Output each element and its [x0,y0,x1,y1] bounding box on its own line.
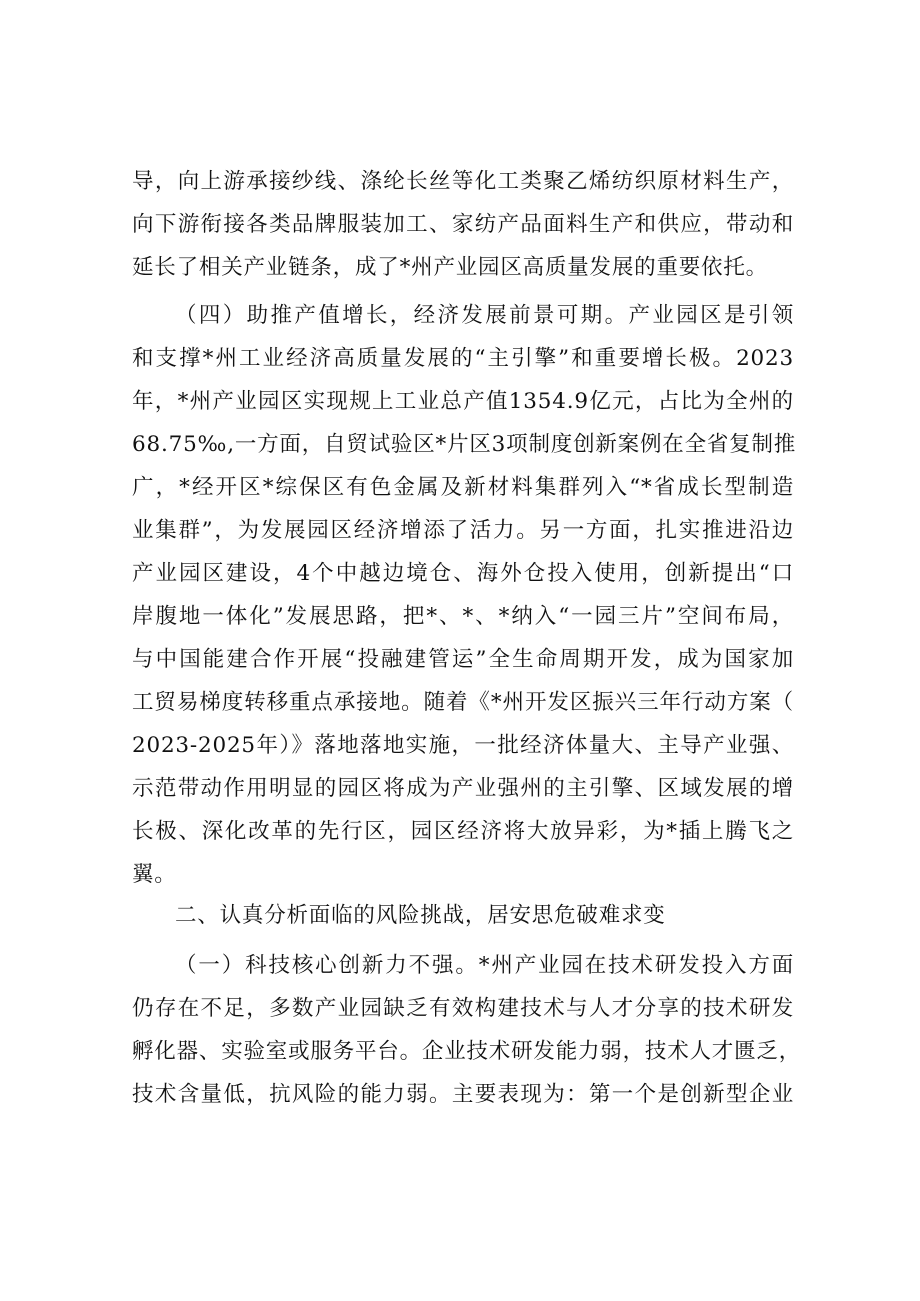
text-line: 向下游衔接各类品牌服装加工、家纺产品面料生产和供应，带动和 [132,212,794,237]
section-heading [132,894,794,937]
paragraph-section-1 [132,944,802,1116]
text-line: 产业园区建设，4个中越边境仓、海外仓投入使用，创新提出“口 [132,561,794,586]
paragraph-continuation [132,160,794,289]
text-line: 导，向上游承接纱线、涤纶长丝等化工类聚乙烯纺织原材料生产， [132,169,794,194]
text-line: 工贸易梯度转移重点承接地。随着《*州开发区振兴三年行动方案（ [132,690,794,715]
text-line: （四）助推产值增长，经济发展前景可期。产业园区是引领 [175,303,794,328]
text-line: 2023-2025年）》落地落地实施，一批经济体量大、主导产业强、 [132,733,794,758]
text-line: 技术含量低，抗风险的能力弱。主要表现为：第一个是创新型企业 [132,1082,794,1107]
text-line: 延长了相关产业链条，成了*州产业园区高质量发展的重要依托。 [132,255,768,280]
text-line: （一）科技核心创新力不强。*州产业园在技术研发投入方面 [175,953,794,978]
paragraph-section-4 [132,294,797,896]
text-line: 孵化器、实验室或服务平台。企业技术研发能力弱，技术人才匮乏， [132,1039,802,1064]
text-line: 68.75‰,一方面，自贸试验区*片区3项制度创新案例在全省复制推 [132,432,797,457]
text-line: 年，*州产业园区实现规上工业总产值1354.9亿元，占比为全州的 [132,389,794,414]
text-line: 翼。 [132,862,177,887]
text-line: 与中国能建合作开展“投融建管运”全生命周期开发，成为国家加 [132,647,794,672]
text-line: 广，*经开区*综保区有色金属及新材料集群列入“*省成长型制造 [132,475,794,500]
text-line: 和支撑*州工业经济高质量发展的“主引擎”和重要增长极。2023 [132,346,794,371]
text-line: 业集群”，为发展园区经济增添了活力。另一方面，扎实推进沿边 [132,518,794,543]
text-line: 岸腹地一体化”发展思路，把*、*、*纳入“一园三片”空间布局， [132,604,794,629]
text-line: 长极、深化改革的先行区，园区经济将大放异彩，为*插上腾飞之 [132,819,794,844]
text-line: 仍存在不足，多数产业园缺乏有效构建技术与人才分享的技术研发 [132,996,794,1021]
heading-text: 二、认真分析面临的风险挑战，居安思危破难求变 [175,903,666,928]
text-line: 示范带动作用明显的园区将成为产业强州的主引擎、区域发展的增 [132,776,794,801]
